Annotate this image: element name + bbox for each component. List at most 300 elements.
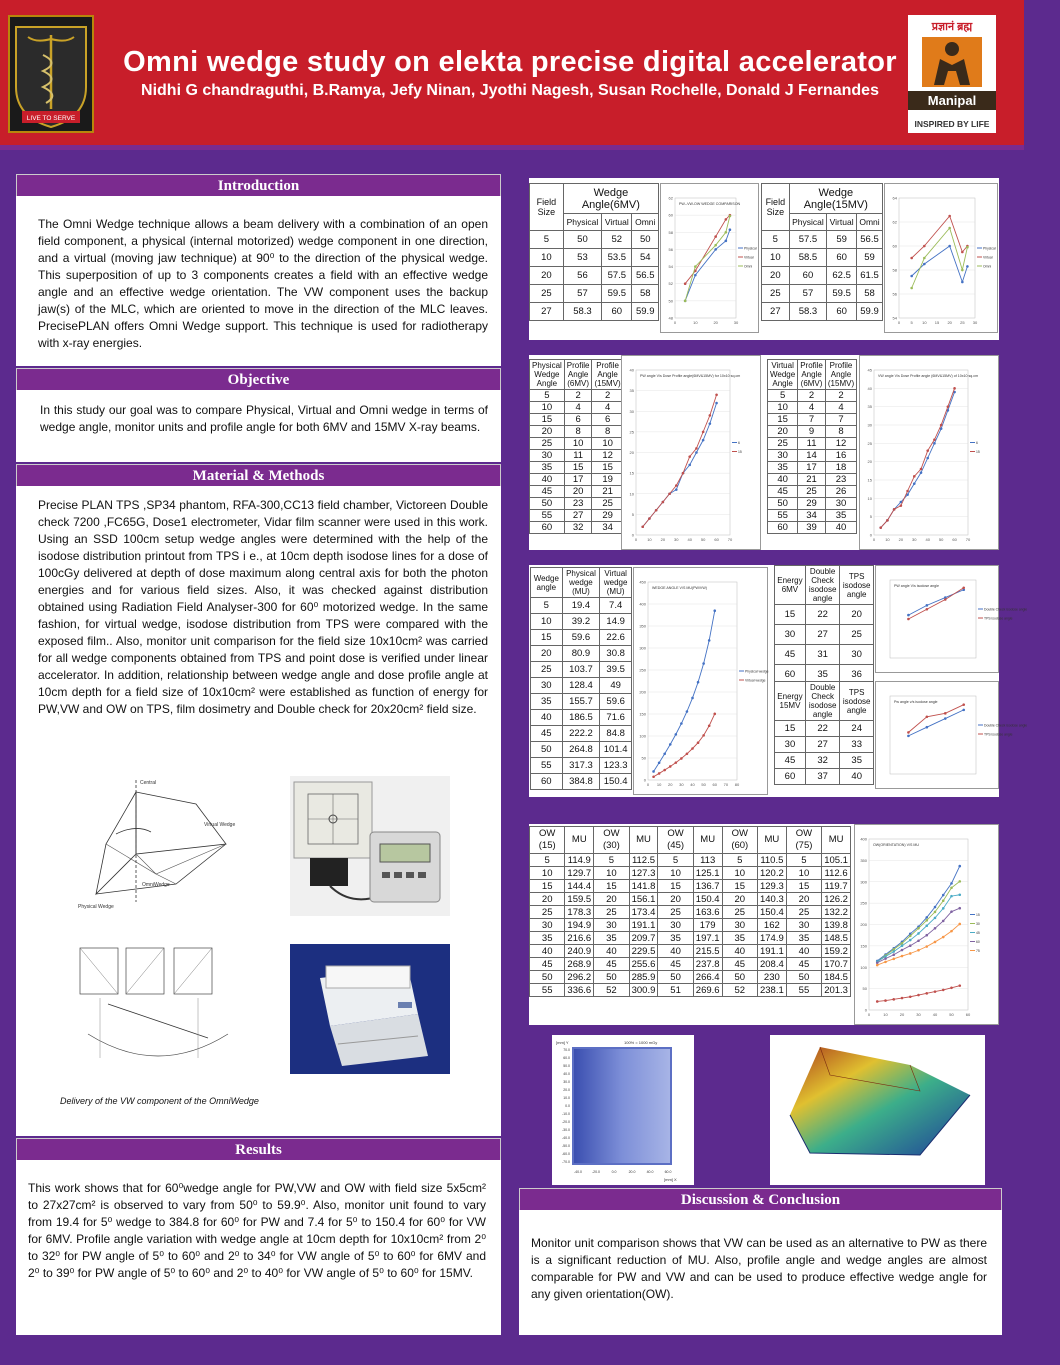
x-tick-label: 20 [898, 537, 904, 542]
table-cell: 8 [592, 426, 623, 438]
y-tick-label: 50 [668, 298, 673, 304]
chart-title: PW--VW-OW WEDGE COMPARISON [679, 202, 741, 206]
table-row [530, 402, 624, 414]
data-point [901, 944, 904, 947]
table-cell: 7.4 [600, 598, 632, 614]
table-cell: 159.2 [822, 945, 851, 958]
data-point [942, 894, 945, 897]
data-point [708, 639, 711, 642]
table-cell: 35 [768, 462, 798, 474]
table-cell: 35 [531, 694, 563, 710]
table-row [762, 285, 883, 303]
table-cell: 140.3 [757, 893, 786, 906]
table-header-cell: Profile Angle (6MV) [564, 360, 592, 390]
legend-label: Double Check isodose angle [984, 607, 1028, 612]
table-row [530, 971, 851, 984]
svg-text:100% = 1000 mGy: 100% = 1000 mGy [624, 1040, 658, 1045]
table-cell: 30 [825, 498, 856, 510]
table-cell: 40 [594, 945, 629, 958]
data-point [950, 882, 953, 885]
table-row [531, 774, 632, 790]
table-cell: 29 [798, 498, 826, 510]
table-cell: 5 [531, 598, 563, 614]
table-cell: 11 [564, 450, 592, 462]
table-header-cell: Wedge Angle(15MV) [789, 184, 882, 214]
table-cell: 191.1 [629, 919, 658, 932]
table-cell: 15 [775, 721, 806, 737]
series-line [877, 908, 960, 963]
table-row [531, 742, 632, 758]
table-cell: 194.9 [565, 919, 594, 932]
film-x-tick: 40.0 [646, 1170, 654, 1174]
table-cell: 174.9 [757, 932, 786, 945]
table-cell: 25 [530, 906, 565, 919]
data-point [958, 984, 961, 987]
table-cell: 45 [775, 753, 806, 769]
table-cell: 2 [798, 390, 826, 402]
table-cell: 25 [762, 285, 790, 303]
table-cell: 58 [857, 285, 883, 303]
legend-label: 6 [738, 441, 740, 445]
table-cell: 53 [563, 249, 601, 267]
table-cell: 57.5 [602, 267, 632, 285]
x-tick-label: 0 [867, 1012, 871, 1017]
table-row [768, 510, 857, 522]
table-cell: 45 [594, 958, 629, 971]
y-tick-label: 40 [629, 367, 634, 373]
table-cell: 55 [768, 510, 798, 522]
data-point [729, 228, 732, 231]
film-dose-surface [770, 1035, 985, 1185]
table-header-cell: MU [693, 827, 722, 854]
film-y-tick: 20.0 [563, 1088, 570, 1092]
svg-text:Central: Central [140, 780, 157, 786]
data-point [686, 710, 689, 713]
table-header-row [531, 568, 632, 598]
data-point [950, 930, 953, 933]
table-cell: 25 [722, 906, 757, 919]
table-header-cell: Double Check isodose angle [805, 682, 839, 721]
data-point [669, 765, 672, 768]
table-cell: 57.5 [789, 231, 827, 249]
table-cell: 268.9 [565, 958, 594, 971]
x-tick-label: 30 [972, 320, 978, 325]
y-tick-label: 60 [892, 243, 897, 249]
table-cell: 36 [840, 665, 874, 685]
table-cell: 59.9 [857, 303, 883, 321]
data-point [917, 932, 920, 935]
data-point [910, 287, 913, 290]
table-cell: 10 [531, 614, 563, 630]
table-cell: 60 [768, 522, 798, 534]
table-header-cell: MU [757, 827, 786, 854]
data-point [668, 492, 671, 495]
y-tick-label: 54 [892, 315, 897, 321]
legend-label: TPS isodose angle [984, 732, 1013, 737]
table-cell: 16 [825, 450, 856, 462]
methods-panel [16, 486, 501, 1136]
table-row [768, 438, 857, 450]
table-cell: 14 [798, 450, 826, 462]
table-row [531, 694, 632, 710]
series-line [908, 705, 963, 733]
table-cell: 20 [530, 893, 565, 906]
introduction-text: The Omni Wedge technique allows a beam delivery with a combination of an open field component, a physical (internal motorized) wedge component in one direction, and a virtual (moving jaw technique) at 90⁰ to the direction of the physical wedge. This superposition of up to 3 components creates a field with an effective wedge angle and an effective wedge orientation. The VW component uses the backup jaw(s) of the MLC, which are oriented to move in the direction of the MLC leaves. PrecisePLAN offers Omni Wedge support. This technique is used for radiotherapy with x-ray energies. [38, 217, 488, 350]
table-row [530, 854, 851, 867]
table-cell: 52 [602, 231, 632, 249]
y-tick-label: 350 [639, 623, 646, 629]
table-cell: 20 [786, 893, 821, 906]
table-row [531, 614, 632, 630]
y-tick-label: 250 [639, 667, 646, 673]
table-cell: 20 [658, 893, 693, 906]
table-cell: 19 [592, 474, 623, 486]
chart-title: VW angle V/s Dose Profile angle (6MV&15MV) of 10x10 sq.cm [878, 374, 979, 378]
table-cell: 110.5 [757, 854, 786, 867]
series-line [908, 588, 963, 619]
table-cell: 25 [798, 486, 826, 498]
data-point [934, 917, 937, 920]
table-cell: 20 [530, 267, 564, 285]
manipal-logo [908, 15, 996, 133]
introduction-panel [16, 196, 501, 366]
legend-label: Omni [983, 264, 992, 269]
data-point [884, 999, 887, 1002]
table-cell: 12 [825, 438, 856, 450]
data-point [702, 439, 705, 442]
table-cell: 40 [825, 522, 856, 534]
data-point [900, 504, 903, 507]
methods-text: Precise PLAN TPS ,SP34 phantom, RFA-300,CC13 field chamber, Victoreen Double check 7200 ,FC65G, Dose1 electrometer, Vidar film scanner were used in this work. Using an SSD 100cm setup wedge angles were determined with the help of the isodose distribution printout from TPS i e., at 10cm depth isodose lines for a dose of 100cGy delivered at depth of dose maximum along central axis for both the photon energies and for various field sizes. Also, it was checked against distribution obtained using Radiation Field Analyser-300 for 60⁰ motorized wedge. In the same fashion, for virtual wedge, isodose distribution from TPS were compared with the exposed film.. Also, monitor unit comparison for the field size 10x10cm² was carried for all wedge components obtained from TPS and point dose is verified under linear accelerator. In addition, relationship between wedge angle and dose profile angle at 10cm depth for a field size of 10x10cm² were established as function of energy for PW,VW and OW on TPS, film dosimetry and Double check for 20x20cm² field size. [38, 498, 488, 716]
table-cell: 50 [786, 971, 821, 984]
y-tick-label: 30 [629, 408, 634, 414]
table-row [530, 906, 851, 919]
y-tick-label: 25 [867, 440, 872, 446]
table-header-cell: OW (45) [658, 827, 693, 854]
double-check-6mv-chart [875, 565, 1028, 673]
results-text: This work shows that for 60⁰wedge angle for PW,VW and OW with field size 5x5cm² to 27x27cm² is observed to vary from 50⁰ to 59.9⁰. Also, monitor unit found to vary from 19.4 for 5⁰ wedge to 384.8 for 60⁰ for PW and 7.4 for 5⁰ to 150.4 for 60⁰ for VW for 6MV. Profile angle variation with wedge angle at 10cm depth for 10x10cm² from 2⁰ to 32⁰ for PW angle of 5⁰ to 60⁰ and 2⁰ to 34⁰ for VW angle of 5⁰ to 60⁰ for 6MV and 2⁰ to 39⁰ for PW angle of 5⁰ to 60⁰ and 2⁰ to 40⁰ for VW angle of 5⁰ to 60⁰ for 15MV. [28, 1181, 486, 1280]
table-cell: 37 [805, 769, 839, 785]
data-point [926, 726, 929, 729]
table-cell: 178.3 [565, 906, 594, 919]
legend-label: Physical [983, 246, 996, 251]
y-tick-label: 300 [639, 645, 646, 651]
data-point [892, 998, 895, 1001]
table-cell: 45 [775, 645, 806, 665]
y-tick-label: 150 [639, 711, 646, 717]
table-cell: 30.8 [600, 646, 632, 662]
series-line [881, 392, 955, 528]
table-cell: 285.9 [629, 971, 658, 984]
table-cell: 173.4 [629, 906, 658, 919]
table-cell: 56.5 [632, 267, 659, 285]
table-cell: 84.8 [600, 726, 632, 742]
film-y-tick: 0.0 [565, 1104, 570, 1108]
table-cell: 101.4 [600, 742, 632, 758]
y-tick-label: 25 [629, 429, 634, 435]
table-cell: 7 [798, 414, 826, 426]
data-point [658, 761, 661, 764]
mu-chart [633, 567, 768, 795]
profile-pw-chart [621, 355, 761, 550]
table-row [768, 390, 857, 402]
table-cell: 5 [530, 231, 564, 249]
table-cell: 150.4 [757, 906, 786, 919]
table-cell: 186.5 [562, 710, 600, 726]
table-row [531, 758, 632, 774]
data-point [944, 717, 947, 720]
table-cell: 59.9 [632, 303, 659, 321]
double-check-15mv-chart [875, 681, 1028, 789]
table-cell: 58.3 [563, 303, 601, 321]
table-cell: 184.5 [822, 971, 851, 984]
data-point [950, 886, 953, 889]
table-cell: 49 [600, 678, 632, 694]
y-tick-label: 0 [864, 1007, 867, 1013]
table-row [775, 625, 874, 645]
table-row [768, 462, 857, 474]
table-row [530, 958, 851, 971]
data-point [892, 950, 895, 953]
table-cell: 51 [658, 984, 693, 997]
x-tick-label: 10 [883, 1012, 888, 1017]
table-row [768, 522, 857, 534]
table-cell: 5 [722, 854, 757, 867]
table-cell: 159.5 [565, 893, 594, 906]
table-cell: 40 [840, 769, 874, 785]
table-cell: 39 [798, 522, 826, 534]
wedge-angle-panel [529, 178, 999, 340]
x-tick-label: 30 [912, 537, 917, 542]
table-cell: 50 [563, 231, 601, 249]
table-cell: 58 [632, 285, 659, 303]
table-cell: 15 [775, 605, 806, 625]
table-cell: 156.1 [629, 893, 658, 906]
table-cell: 30 [531, 678, 563, 694]
table-row [530, 522, 624, 534]
legend-label: 15 [738, 450, 742, 454]
data-point [684, 282, 687, 285]
table-cell: 35 [530, 462, 565, 474]
table-cell: 127.3 [629, 867, 658, 880]
data-point [966, 265, 969, 268]
y-tick-label: 10 [629, 491, 634, 497]
table-cell: 384.8 [562, 774, 600, 790]
y-tick-label: 15 [629, 470, 634, 476]
table-cell: 201.3 [822, 984, 851, 997]
y-tick-label: 52 [668, 281, 673, 287]
y-tick-label: 60 [668, 212, 673, 218]
table-cell: 20 [564, 486, 592, 498]
x-tick-label: 30 [916, 1012, 921, 1017]
table-cell: 30 [530, 450, 565, 462]
y-tick-label: 50 [862, 986, 867, 992]
data-point [680, 722, 683, 725]
mu-table [530, 567, 632, 790]
table-cell: 45 [530, 958, 565, 971]
x-tick-label: 70 [965, 537, 971, 542]
data-point [925, 924, 928, 927]
objective-panel [16, 390, 501, 462]
table-cell: 60 [827, 303, 857, 321]
table-cell: 132.2 [822, 906, 851, 919]
data-point [917, 994, 920, 997]
data-point [675, 733, 678, 736]
table-cell: 23 [825, 474, 856, 486]
table-cell: 296.2 [565, 971, 594, 984]
table-cell: 20 [722, 893, 757, 906]
table-cell: 20 [840, 605, 874, 625]
table-cell: 4 [592, 402, 623, 414]
series-line [877, 924, 960, 965]
x-tick-label: 70 [723, 782, 729, 787]
x-tick-label: 60 [952, 537, 957, 542]
table-cell: 59.6 [562, 630, 600, 646]
omni-wedge-mu-chart [854, 824, 999, 1025]
film-x-tick: 20.0 [628, 1170, 636, 1174]
legend-label: Omni [744, 264, 753, 269]
results-heading: Results [16, 1138, 501, 1162]
table-cell: 35 [825, 510, 856, 522]
table-row [531, 726, 632, 742]
table-cell: 8 [564, 426, 592, 438]
y-tick-label: 5 [869, 514, 872, 520]
table-cell: 15 [530, 880, 565, 893]
table-row [768, 498, 857, 510]
table-cell: 26 [825, 486, 856, 498]
table-cell: 40 [658, 945, 693, 958]
table-cell: 12 [592, 450, 623, 462]
table-cell: 33 [840, 737, 874, 753]
y-tick-label: 400 [639, 601, 646, 607]
chart-title: PW angle V/s isodose angle [894, 584, 939, 588]
y-tick-label: 20 [629, 450, 634, 455]
table-cell: 40 [530, 945, 565, 958]
table-cell: 27 [564, 510, 592, 522]
data-point [708, 724, 711, 727]
data-point [682, 472, 685, 475]
data-point [942, 920, 945, 923]
chart-svg [876, 682, 1028, 788]
data-point [934, 927, 937, 930]
discussion-text: Monitor unit comparison shows that VW can be used as an alternative to PW as there is a significant reduction of MU. Also, profile angle and wedge angles are almost comparable for PW and VW and can be used to produce effective wedge angle for any given orientation(OW). [531, 1236, 987, 1301]
x-tick-label: 10 [885, 537, 890, 542]
x-tick-label: 5 [910, 320, 913, 325]
table-row [530, 867, 851, 880]
film-x-tick: -40.0 [574, 1170, 582, 1174]
table-cell: 50 [530, 971, 565, 984]
data-point [876, 964, 879, 967]
table-cell: 40 [786, 945, 821, 958]
y-tick-label: 58 [892, 267, 897, 273]
table-cell: 20 [531, 646, 563, 662]
data-point [923, 245, 926, 248]
table-cell: 105.1 [822, 854, 851, 867]
table-row [530, 303, 659, 321]
table-header-cell: MU [822, 827, 851, 854]
table-cell: 57 [789, 285, 827, 303]
manipal-figure-icon [922, 37, 982, 87]
series-line [912, 216, 968, 258]
data-point [714, 235, 717, 238]
legend-label: 60 [976, 940, 980, 944]
table-cell: 10 [530, 867, 565, 880]
table-cell: 155.7 [562, 694, 600, 710]
omni-wedge-mu-table [529, 826, 851, 997]
x-tick-label: 30 [733, 320, 739, 325]
chart-svg [622, 356, 760, 549]
table-cell: 9 [798, 426, 826, 438]
table-cell: 24 [840, 721, 874, 737]
table-header-row [530, 360, 624, 390]
table-cell: 53.5 [602, 249, 632, 267]
x-tick-label: 0 [872, 537, 876, 542]
table-header-cell: OW (75) [786, 827, 821, 854]
data-point [694, 265, 697, 268]
data-point [725, 240, 728, 243]
table-cell: 27 [530, 303, 564, 321]
data-point [688, 464, 691, 467]
plot-area [675, 198, 736, 318]
data-point [950, 986, 953, 989]
wedge-6mv-chart [660, 183, 759, 333]
table-header-cell: Virtual [827, 214, 857, 231]
x-tick-label: 20 [899, 1012, 905, 1017]
table-cell: 123.3 [600, 758, 632, 774]
table-cell: 317.3 [562, 758, 600, 774]
results-panel [16, 1160, 501, 1335]
x-tick-label: 10 [647, 537, 652, 542]
data-point [901, 955, 904, 958]
data-point [940, 424, 943, 427]
table-cell: 5 [786, 854, 821, 867]
table-header-cell: Physical wedge (MU) [562, 568, 600, 598]
film-x-tick: 0.0 [611, 1170, 617, 1174]
series-line [912, 228, 968, 288]
table-cell: 264.8 [562, 742, 600, 758]
data-point [925, 934, 928, 937]
table-cell: 39.5 [600, 662, 632, 678]
data-point [714, 248, 717, 251]
data-point [691, 697, 694, 700]
y-tick-label: 40 [867, 385, 872, 391]
legend-label: Physical wedge [745, 669, 769, 674]
data-point [923, 263, 926, 266]
table-cell: 18 [825, 462, 856, 474]
table-header-cell: Virtual Wedge Angle [768, 360, 798, 390]
table-cell: 14.9 [600, 614, 632, 630]
table-cell: 10 [594, 867, 629, 880]
table-cell: 60 [775, 769, 806, 785]
table-cell: 27 [805, 625, 840, 645]
table-header-cell: TPS isodose angle [840, 566, 874, 605]
data-point [966, 246, 969, 249]
table-cell: 4 [798, 402, 826, 414]
film-y-tick: 60.0 [563, 1056, 570, 1060]
double-check-6mv-table [774, 565, 874, 685]
table-cell: 15 [658, 880, 693, 893]
table-cell: 25 [658, 906, 693, 919]
data-point [909, 995, 912, 998]
y-tick-label: 100 [860, 964, 867, 970]
table-cell: 10 [658, 867, 693, 880]
omni-wedge-mu-panel [529, 824, 999, 1025]
table-cell: 45 [722, 958, 757, 971]
data-point [893, 508, 896, 511]
table-cell: 55 [530, 510, 565, 522]
table-cell: 50 [768, 498, 798, 510]
data-point [669, 743, 672, 746]
